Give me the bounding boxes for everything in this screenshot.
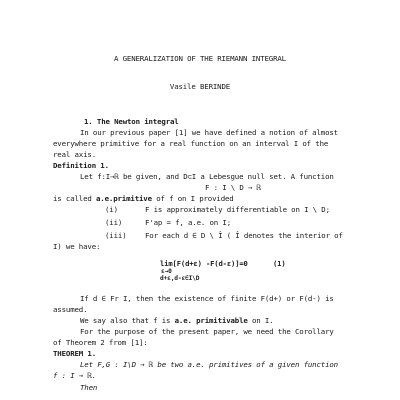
equation: lim[F(d+ε) -F(d-ε)]=0 — [160, 259, 248, 268]
defined-term: a.e. primitivable — [174, 316, 248, 325]
paper-title: A GENERALIZATION OF THE RIEMANN INTEGRAL — [114, 54, 286, 63]
definition-label: Definition 1. — [53, 161, 109, 170]
equation-limit-sub: ε→0 — [161, 268, 172, 275]
condition-number: (i) — [105, 205, 118, 214]
paragraph-text: on I. — [247, 316, 274, 325]
equation-limit-condition: d+ε,d-ε∈I\D — [160, 275, 200, 282]
paragraph-line: of Theorem 2 from [1]: — [53, 338, 148, 347]
definition-text: is called — [53, 194, 96, 203]
paragraph-line: everywhere primitive for a real function on an interval I of the — [53, 139, 329, 148]
theorem-line: f : I → ℝ. — [53, 371, 96, 380]
definition-line: Let f:I→ℝ be given, and D⊂I a Lebesgue null set. A function — [80, 172, 334, 181]
theorem-label: THEOREM 1. — [53, 349, 96, 358]
condition-text: For each d ∈ D \ Î ( Î denotes the interior of — [145, 231, 343, 240]
paragraph-line: For the purpose of the present paper, we need the Corollary — [80, 327, 334, 336]
condition-text: F is approximately differentiable on I \ D; — [145, 205, 330, 214]
condition-continuation: I) we have: — [53, 242, 101, 251]
paragraph-line — [80, 316, 274, 325]
paragraph-text: We say also that f is — [80, 316, 175, 325]
section-heading: 1. The Newton integral — [84, 117, 179, 126]
paragraph-line: real axis. — [53, 150, 96, 159]
theorem-then: Then — [80, 383, 98, 392]
paragraph-line: If d ∈ Fr I, then the existence of finite F(d+) or F(d-) is — [80, 294, 334, 303]
condition-text: F'ap = f, a.e. on I; — [145, 218, 231, 227]
definition-formula: F : I \ D → ℝ — [205, 183, 261, 192]
author-name: Vasile BERINDE — [169, 82, 231, 91]
paragraph-line: assumed. — [53, 305, 88, 314]
definition-line — [53, 194, 234, 203]
condition-number: (ii) — [105, 218, 123, 227]
equation-number: (1) — [273, 259, 286, 268]
definition-text: of f on I provided — [151, 194, 234, 203]
defined-term: a.e.primitive — [96, 194, 152, 203]
paragraph-line: In our previous paper [1] we have defined a notion of almost — [80, 128, 338, 137]
condition-number: (iii) — [105, 231, 127, 240]
theorem-line: Let F,G : I\D → ℝ be two a.e. primitives of a given function — [80, 360, 338, 369]
